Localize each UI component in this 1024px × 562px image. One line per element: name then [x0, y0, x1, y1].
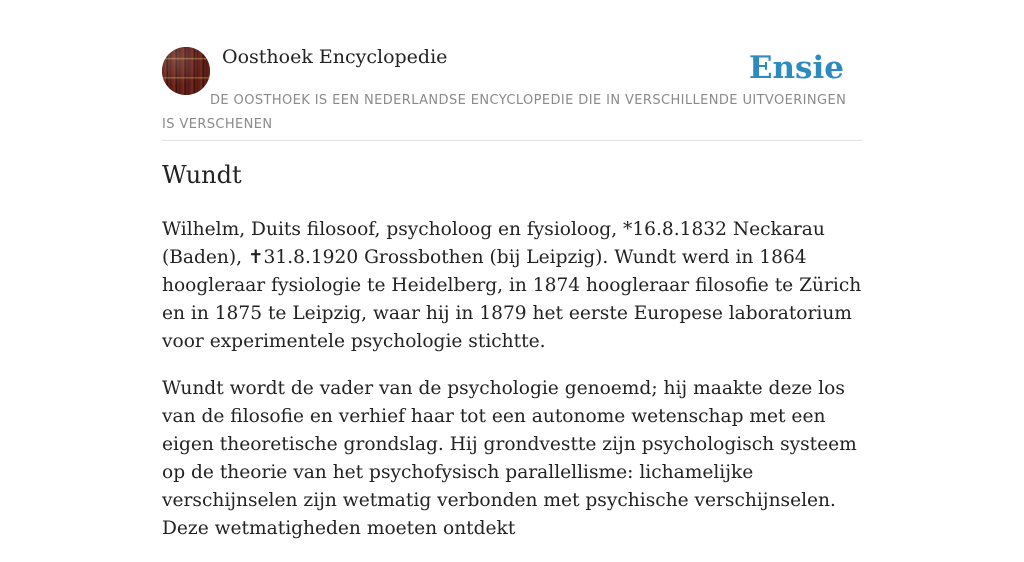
article-paragraph: Wundt wordt de vader van de psychologie genoemd; hij maakte deze los van de filosofie en verhief haar tot een autonome wetenschap met een eigen theoretische grondslag. Hij grondvestte zijn psychologisch systeem op de theorie van het psychofysisch parallellisme: lichamelijke verschijnselen zijn wetmatig verbonden met psychische verschijnselen. Deze wetmatigheden moeten ontdekt	[162, 378, 857, 539]
site-tagline: DE OOSTHOEK IS EEN NEDERLANDSE ENCYCLOPEDIE DIE IN VERSCHILLENDE UITVOERINGEN IS VERSCHENEN	[162, 93, 847, 132]
article-title: Wundt	[162, 161, 242, 189]
avatar-shine	[162, 47, 210, 95]
page	[162, 0, 862, 539]
article-paragraph: Wilhelm, Duits filosoof, psycholoog en fysioloog, *16.8.1832 Neckarau (Baden), ✝31.8.1920 Grossbothen (bij Leipzig). Wundt werd in 1864 hoogleraar fysiologie te Heidelberg, in 1874 hoogleraar filosofie te Zürich en in 1875 te Leipzig, waar hij in 1879 het eerste Europese laboratorium voor experimentele psychologie stichtte.	[162, 219, 862, 352]
site-header	[162, 0, 862, 141]
site-name-link[interactable]: Oosthoek Encyclopedie	[222, 46, 448, 68]
books-avatar-icon[interactable]	[162, 47, 210, 95]
brand-logo[interactable]: Ensie	[748, 50, 844, 86]
article-body	[162, 216, 862, 562]
